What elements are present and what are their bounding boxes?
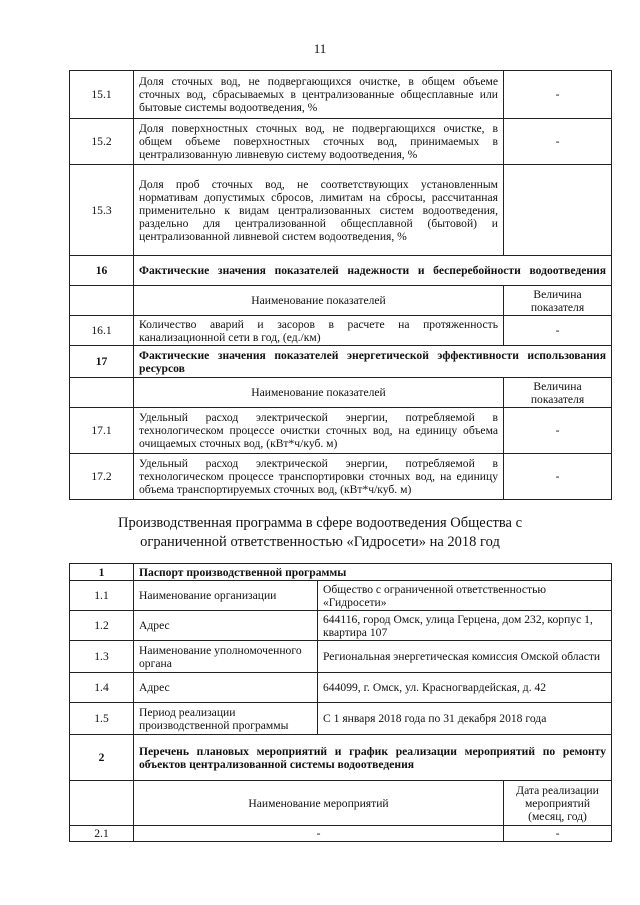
field-value: Региональная энергетическая комиссия Омской области: [318, 641, 612, 673]
row-number: 15.1: [70, 71, 134, 119]
field-label: Наименование уполномоченного органа: [134, 641, 318, 673]
indicator-value: -: [504, 119, 612, 165]
measure-date: -: [504, 826, 612, 842]
column-header-date: Дата реализации мероприятий (месяц, год): [504, 781, 612, 826]
section-row: [70, 346, 612, 378]
column-header-value: Величина показателя: [504, 286, 612, 316]
field-label: Адрес: [134, 673, 318, 703]
section-row: [70, 256, 612, 286]
field-label: Период реализации производственной программы: [134, 703, 318, 735]
table-row: [70, 165, 612, 256]
table-row: [70, 119, 612, 165]
indicator-name: Удельный расход электрической энергии, потребляемой в технологическом процессе очистки сточных вод, на единицу объема очищаемых сточных вод, (кВт*ч/куб. м): [134, 408, 504, 454]
table-row: [70, 316, 612, 346]
section-number: 2: [70, 735, 134, 781]
field-value: С 1 января 2018 года по 31 декабря 2018 года: [318, 703, 612, 735]
section-title: Паспорт производственной программы: [134, 564, 612, 581]
program-heading-line-2: ограниченной ответственностью «Гидросети» на 2018 год: [140, 534, 500, 550]
column-header-name: Наименование показателей: [134, 378, 504, 408]
row-number: 1.3: [70, 641, 134, 673]
row-number: 17.1: [70, 408, 134, 454]
column-header-value: Величина показателя: [504, 378, 612, 408]
row-number: 1.5: [70, 703, 134, 735]
field-label: Адрес: [134, 611, 318, 641]
section-row: [70, 564, 612, 581]
indicators-table: [69, 70, 612, 500]
table-row: [70, 826, 612, 842]
section-row: [70, 735, 612, 781]
section-number: 1: [70, 564, 134, 581]
section-title: Фактические значения показателей энергетической эффективности использования ресурсов: [134, 346, 612, 378]
field-value: 644116, город Омск, улица Герцена, дом 232, корпус 1, квартира 107: [318, 611, 612, 641]
table-row: [70, 581, 612, 611]
program-table: [69, 563, 612, 842]
row-number: 15.3: [70, 165, 134, 256]
row-number: 15.2: [70, 119, 134, 165]
field-value: Общество с ограниченной ответственностью «Гидросети»: [318, 581, 612, 611]
section-title: Перечень плановых мероприятий и график реализации мероприятий по ремонту объектов централизованной системы водоотведения: [134, 735, 612, 781]
header-row: [70, 781, 612, 826]
row-number: 2.1: [70, 826, 134, 842]
row-number: 16.1: [70, 316, 134, 346]
indicator-name: Доля сточных вод, не подвергающихся очистке, в общем объеме сточных вод, сбрасываемых в централизованные общесплавные или бытовые системы водоотведения, %: [134, 71, 504, 119]
row-number: 17.2: [70, 454, 134, 500]
measure-name: -: [134, 826, 504, 842]
table-row: [70, 611, 612, 641]
table-row: [70, 408, 612, 454]
indicator-name: Количество аварий и засоров в расчете на протяженность канализационной сети в год, (ед./км): [134, 316, 504, 346]
section-number: 17: [70, 346, 134, 378]
field-label: Наименование организации: [134, 581, 318, 611]
table-row: [70, 673, 612, 703]
header-row: [70, 286, 612, 316]
page-number: 11: [313, 41, 327, 56]
row-number: 1.1: [70, 581, 134, 611]
section-title: Фактические значения показателей надежности и бесперебойности водоотведения: [134, 256, 612, 286]
column-header-name: Наименование мероприятий: [134, 781, 504, 826]
table-row: [70, 71, 612, 119]
indicator-value: -: [504, 408, 612, 454]
indicator-name: Доля поверхностных сточных вод, не подвергающихся очистке, в общем объеме поверхностных сточных вод, принимаемых в централизованную ливневую систему водоотведения, %: [134, 119, 504, 165]
column-header-name: Наименование показателей: [134, 286, 504, 316]
row-number: 1.2: [70, 611, 134, 641]
section-number: 16: [70, 256, 134, 286]
program-heading-line-1: Производственная программа в сфере водоотведения Общества с: [117, 515, 523, 531]
table-row: [70, 454, 612, 500]
row-number: 1.4: [70, 673, 134, 703]
indicator-name: Удельный расход электрической энергии, потребляемой в технологическом процессе транспортировки сточных вод, на единицу объема транспортируемых сточных вод, (кВт*ч/куб. м): [134, 454, 504, 500]
indicator-value: -: [504, 316, 612, 346]
table-row: [70, 641, 612, 673]
field-value: 644099, г. Омск, ул. Красногвардейская, д. 42: [318, 673, 612, 703]
table-row: [70, 703, 612, 735]
indicator-value: -: [504, 71, 612, 119]
indicator-value: [504, 165, 612, 256]
header-row: [70, 378, 612, 408]
indicator-value: -: [504, 454, 612, 500]
program-heading: [0, 514, 640, 552]
indicator-name: Доля проб сточных вод, не соответствующих установленным нормативам допустимых сбросов, лимитам на сбросы, рассчитанная применительно к видам централизованных систем водоотведения, раздельно для централизованной общесплавной (бытовой) и централизованной ливневой систем водоотведения, %: [134, 165, 504, 256]
